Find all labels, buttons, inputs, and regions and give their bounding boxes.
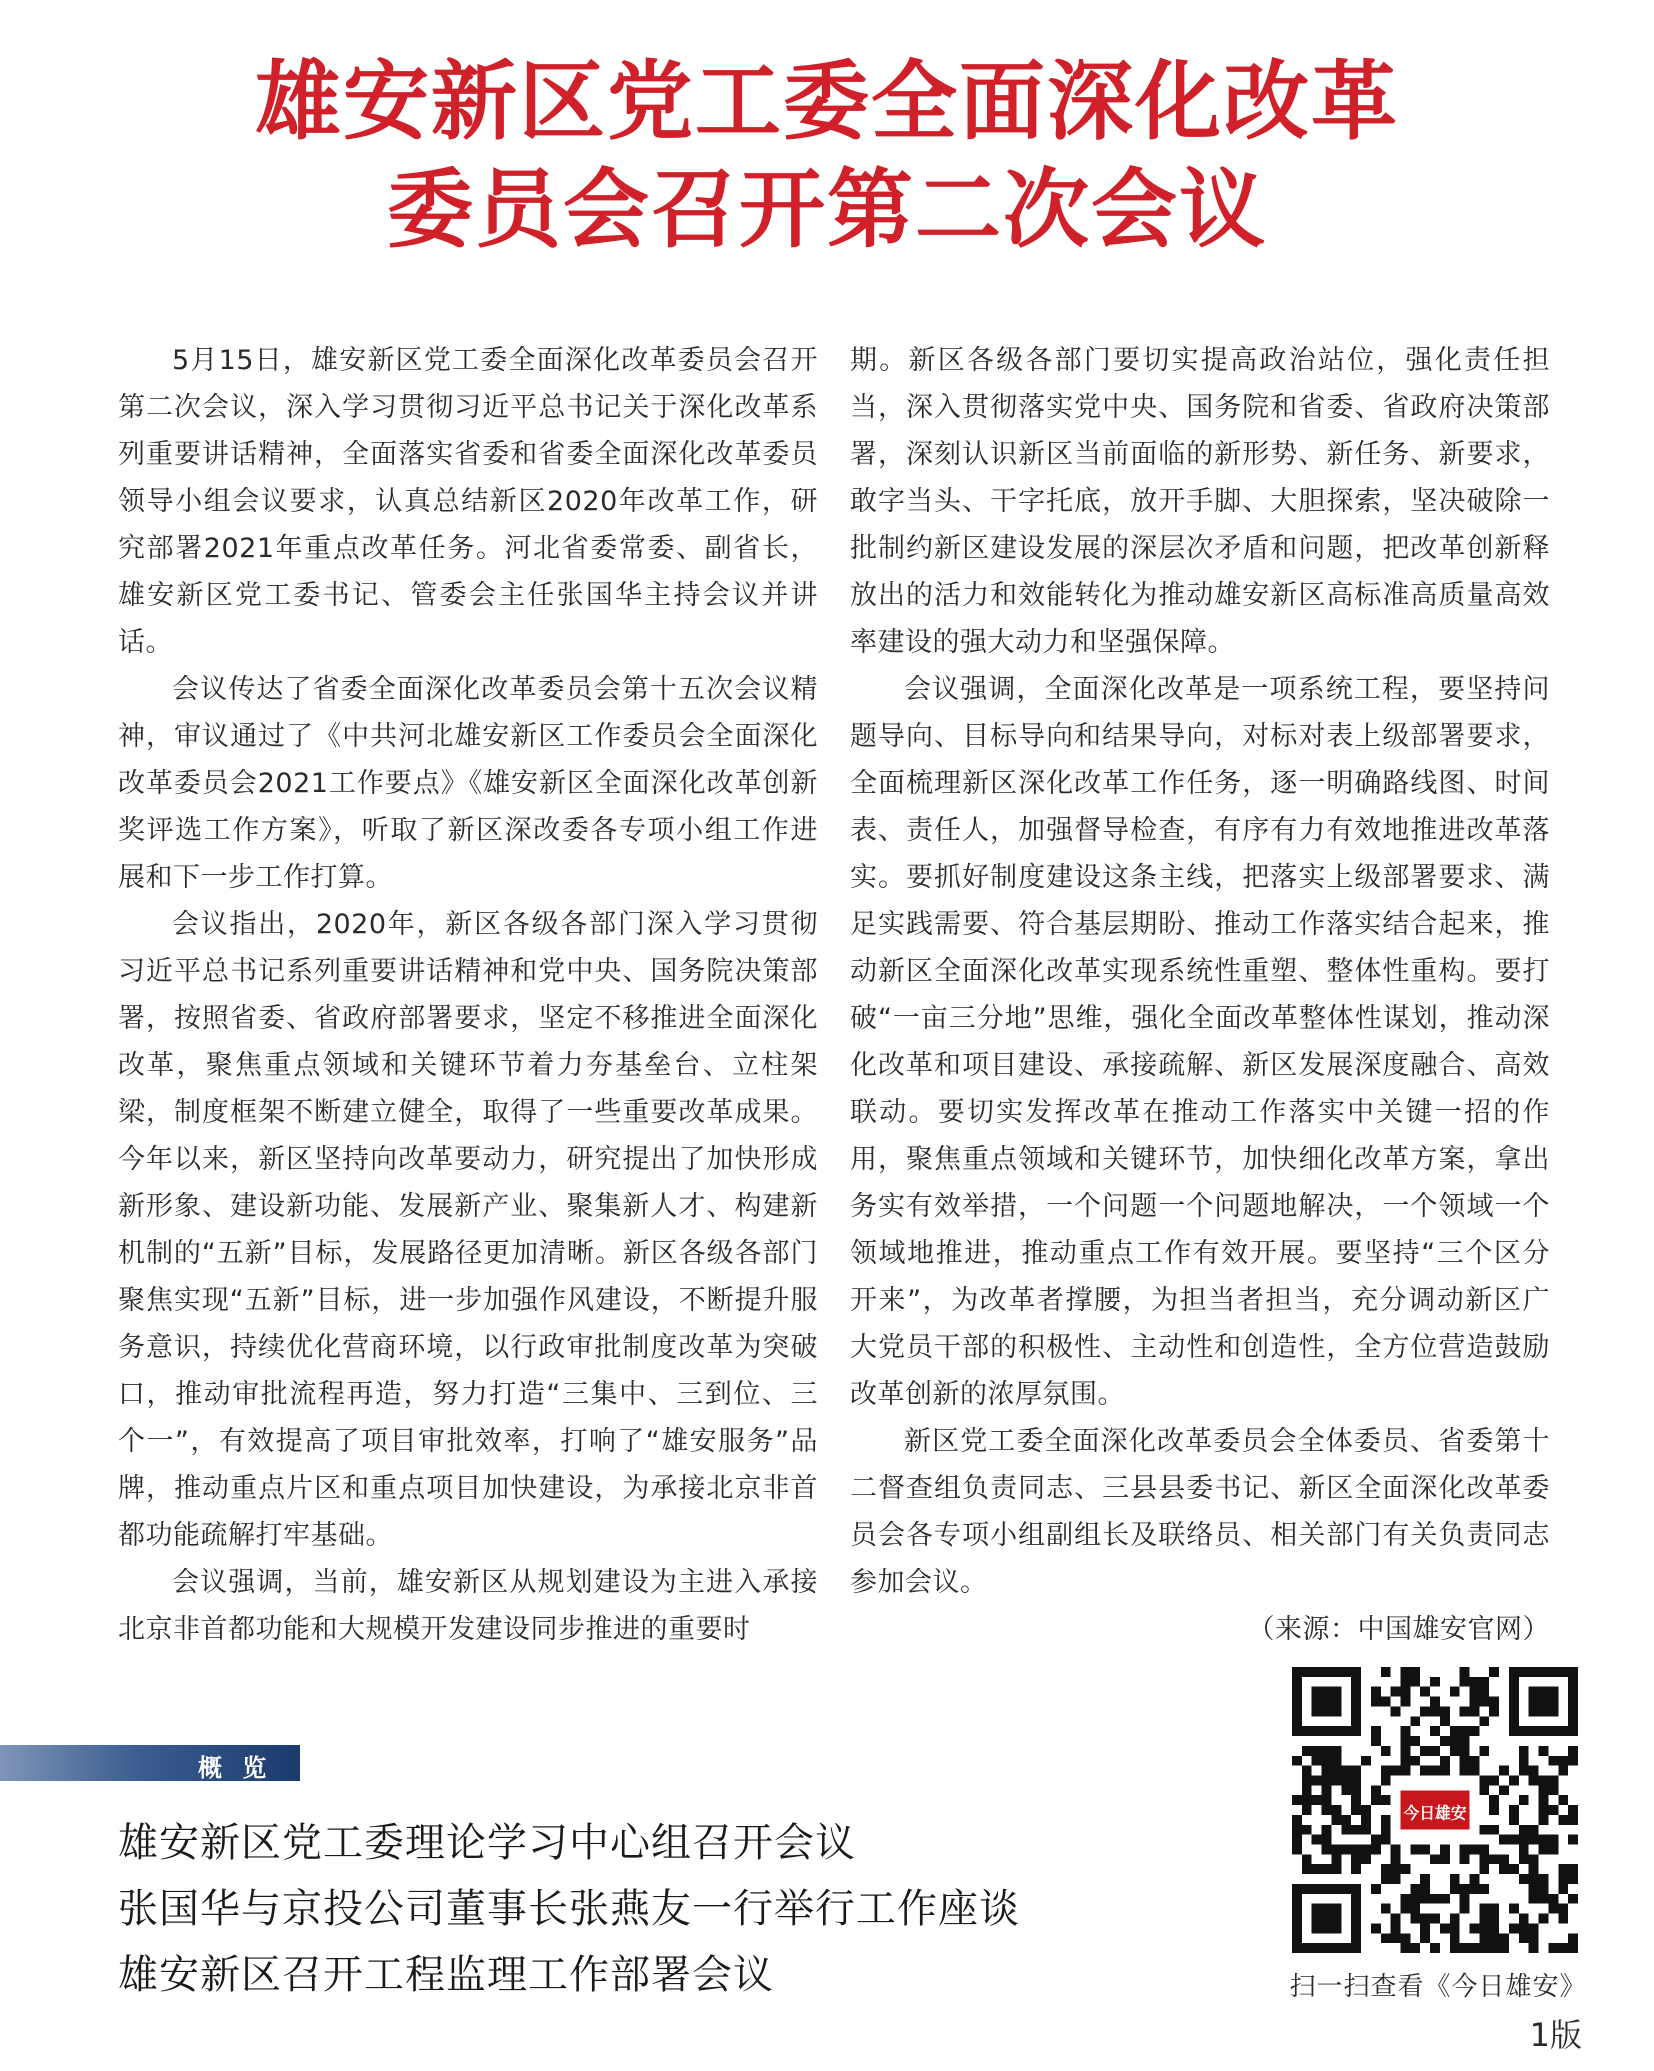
overview-tag-label: 概 览: [198, 1754, 273, 1782]
headline: [0, 48, 1654, 264]
overview-item[interactable]: 雄安新区召开工程监理工作部署会议: [118, 1952, 774, 1998]
article-paragraph: 新区党工委全面深化改革委员会全体委员、省委第十二督查组负责同志、三县县委书记、新区全面深化改革委员会各专项小组副组长及联络员、相关部门有关负责同志参加会议。: [850, 1426, 1550, 1598]
article-paragraph: 5月15日，雄安新区党工委全面深化改革委员会召开第二次会议，深入学习贯彻习近平总书记关于深化改革系列重要讲话精神，全面落实省委和省委全面深化改革委员领导小组会议要求，认真总结新区2020年改革工作，研究部署2021年重点改革任务。河北省委常委、副省长，雄安新区党工委书记、管委会主任张国华主持会议并讲话。: [118, 345, 818, 658]
qr-center-logo: [1396, 1785, 1475, 1834]
article-paragraph: 期。新区各级各部门要切实提高政治站位，强化责任担当，深入贯彻落实党中央、国务院和省委、省政府决策部署，深刻认识新区当前面临的新形势、新任务、新要求，敢字当头、干字托底，放开手脚、大胆探索，坚决破除一批制约新区建设发展的深层次矛盾和问题，把改革创新释放出的活力和效能转化为推动雄安新区高标准高质量高效率建设的强大动力和坚强保障。: [850, 345, 1550, 658]
article-column-right: [850, 337, 1550, 1653]
article-paragraph: 会议强调，全面深化改革是一项系统工程，要坚持问题导向、目标导向和结果导向，对标对表上级部署要求，全面梳理新区深化改革工作任务，逐一明确路线图、时间表、责任人，加强督导检查，有序有力有效地推进改革落实。要抓好制度建设这条主线，把落实上级部署要求、满足实践需要、符合基层期盼、推动工作落实结合起来，推动新区全面深化改革实现系统性重塑、整体性重构。要打破“一亩三分地”思维，强化全面改革整体性谋划，推动深化改革和项目建设、承接疏解、新区发展深度融合、高效联动。要切实发挥改革在推动工作落实中关键一招的作用，聚焦重点领域和关键环节，加快细化改革方案，拿出务实有效举措，一个问题一个问题地解决，一个领域一个领域地推进，推动重点工作有效开展。要坚持“三个区分开来”，为改革者撑腰，为担当者担当，充分调动新区广大党员干部的积极性、主动性和创造性，全方位营造鼓励改革创新的浓厚氛围。: [850, 674, 1550, 1410]
qr-caption: 扫一扫查看《今日雄安》: [1289, 1972, 1587, 2002]
article-column-left: [118, 337, 818, 1653]
article-source: （来源：中国雄安官网）: [1247, 1614, 1550, 1645]
overview-tag-bar: [0, 1745, 300, 1781]
article-paragraph: 会议传达了省委全面深化改革委员会第十五次会议精神，审议通过了《中共河北雄安新区工作委员会全面深化改革委员会2021工作要点》《雄安新区全面深化改革创新奖评选工作方案》，听取了新区深改委各专项小组工作进展和下一步工作打算。: [118, 674, 818, 893]
overview-list: [118, 1810, 1218, 2008]
overview-item[interactable]: 雄安新区党工委理论学习中心组召开会议: [118, 1820, 856, 1866]
qr-code[interactable]: [1292, 1667, 1578, 1953]
overview-item[interactable]: 张国华与京投公司董事长张燕友一行举行工作座谈: [118, 1886, 1020, 1932]
article-paragraph: 会议指出，2020年，新区各级各部门深入学习贯彻习近平总书记系列重要讲话精神和党中央、国务院决策部署，按照省委、省政府部署要求，坚定不移推进全面深化改革，聚焦重点领域和关键环节着力夯基垒台、立柱架梁，制度框架不断建立健全，取得了一些重要改革成果。今年以来，新区坚持向改革要动力，研究提出了加快形成新形象、建设新功能、发展新产业、聚集新人才、构建新机制的“五新”目标，发展路径更加清晰。新区各级各部门聚焦实现“五新”目标，进一步加强作风建设，不断提升服务意识，持续优化营商环境，以行政审批制度改革为突破口，推动审批流程再造，努力打造“三集中、三到位、三个一”，有效提高了项目审批效率，打响了“雄安服务”品牌，推动重点片区和重点项目加快建设，为承接北京非首都功能疏解打牢基础。: [118, 909, 818, 1551]
article-paragraph: 会议强调，当前，雄安新区从规划建设为主进入承接北京非首都功能和大规模开发建设同步推进的重要时: [118, 1567, 818, 1645]
page-number: 1版: [1529, 2016, 1582, 2054]
headline-line-2: 委员会召开第二次会议: [387, 159, 1267, 260]
qr-center-logo-text: 今日雄安: [1403, 1803, 1467, 1823]
headline-line-1: 雄安新区党工委全面深化改革: [255, 51, 1399, 152]
